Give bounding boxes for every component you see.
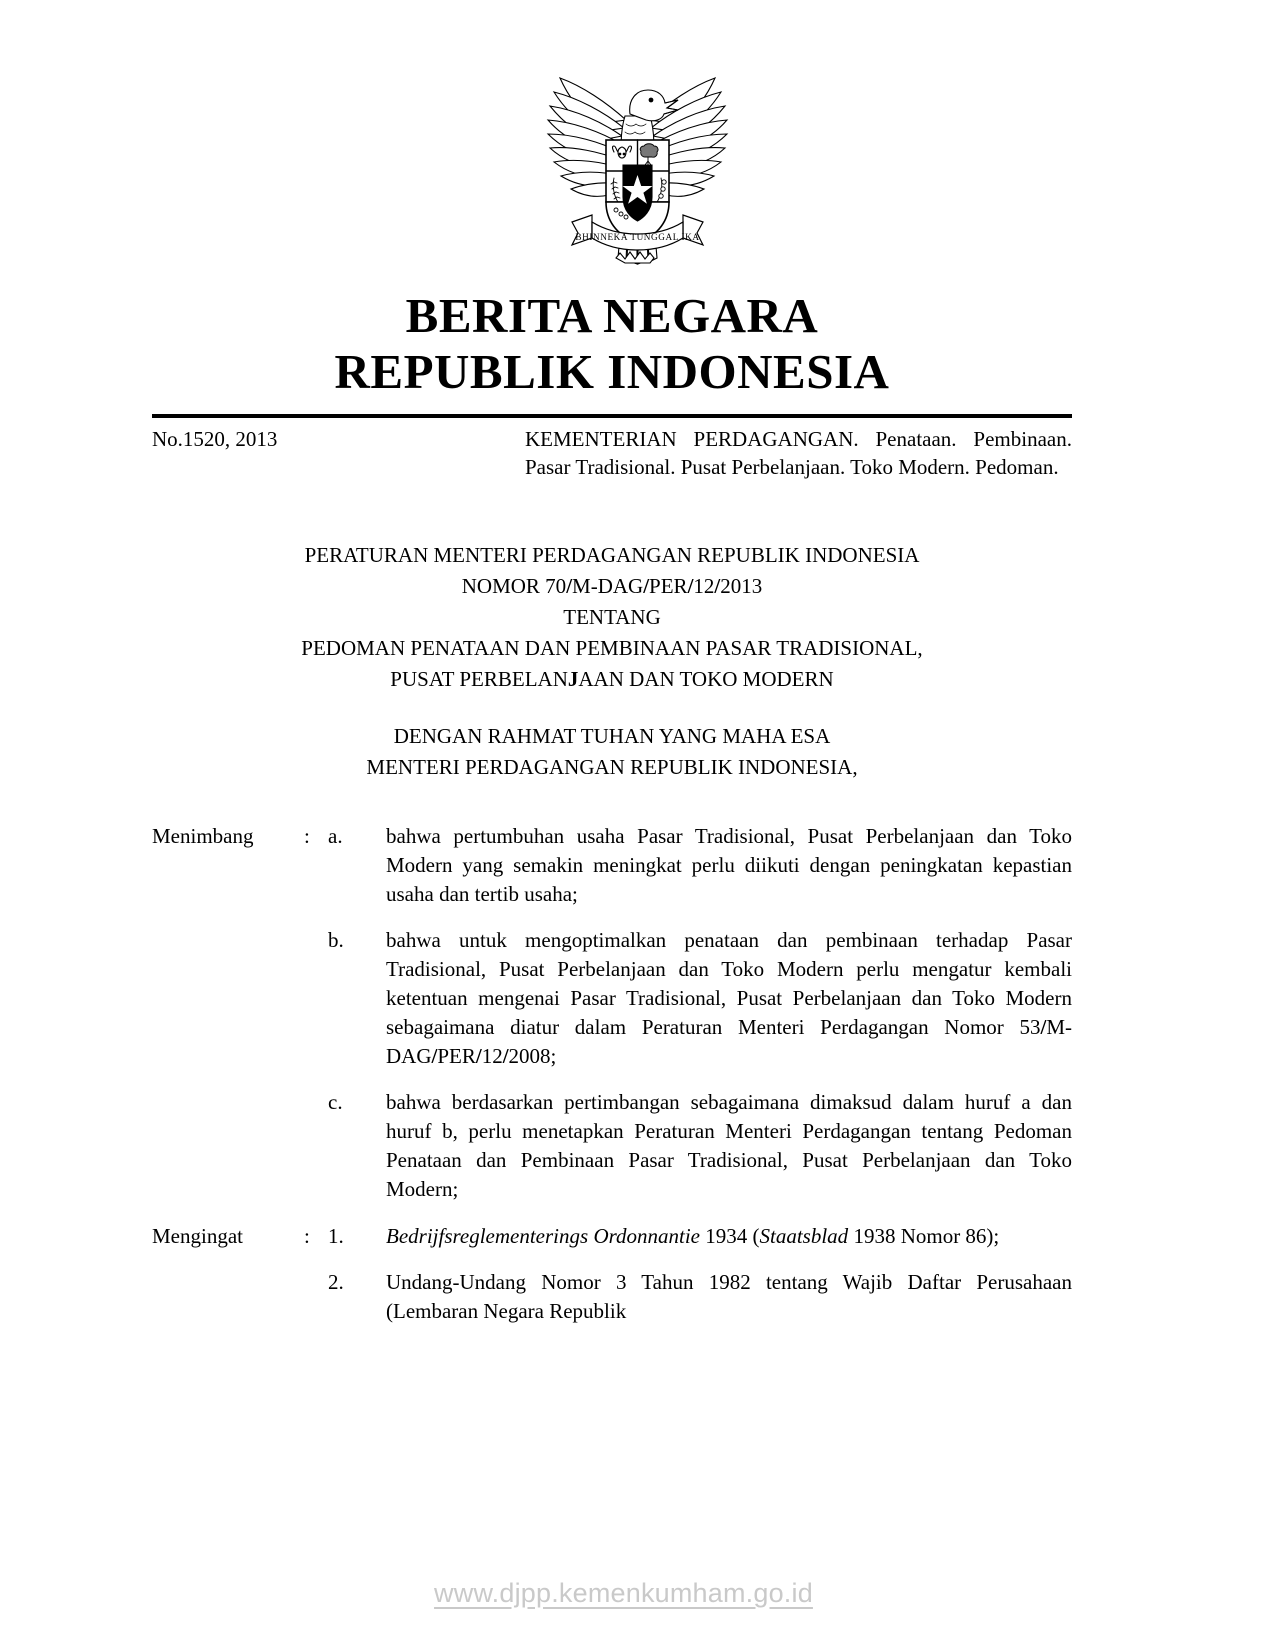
title-subject2-c: AAN DAN TOKO MODERN — [578, 667, 834, 691]
title-number-year: 2013 — [720, 574, 763, 598]
item-marker: a. — [328, 824, 343, 848]
legal-basis-items — [328, 1222, 1072, 1326]
item-text — [386, 926, 1072, 1071]
item-marker: 2. — [328, 1270, 344, 1294]
slash-4: / — [714, 574, 721, 598]
ref-code: M-DAG — [386, 1015, 1072, 1068]
slash-5: / — [1040, 1015, 1047, 1039]
title-line-invocation: DENGAN RAHMAT TUHAN YANG MAHA ESA — [393, 724, 831, 748]
item-text-main: bahwa untuk mengoptimalkan penataan dan pembinaan terhadap Pasar Tradisional, Pusat Perbelanjaan dan Toko Modern perlu mengatur kembali ketentuan mengenai Pasar Tradisional, Pusat Perbelanjaan dan Toko Modern sebagaimana diatur dalam Peraturan Menteri Perdagangan Nomor 53 — [386, 928, 1072, 1039]
masthead — [152, 288, 1072, 400]
paren-open: ( — [752, 1224, 760, 1248]
slash-1: / — [566, 574, 573, 598]
garuda-pancasila-emblem — [0, 62, 1275, 267]
title-subject2-j: J — [567, 667, 579, 691]
staatsblad-label: Staatsblad — [759, 1224, 849, 1248]
slash-6: / — [431, 1044, 438, 1068]
title-number-prefix: NOMOR 70 — [461, 574, 567, 598]
title-line-tentang: TENTANG — [563, 605, 661, 629]
subject-keywords: KEMENTERIAN PERDAGANGAN. Penataan. Pembinaan. Pasar Tradisional. Pusat Perbelanjaan. Toko Modern. Pedoman. — [525, 427, 1072, 479]
slash-2: / — [643, 574, 650, 598]
list-item — [328, 926, 1072, 1071]
staatsblad-rest: 1938 Nomor 86); — [848, 1224, 1000, 1248]
ordinance-name-1: Bedrijfsreglementerings — [386, 1224, 589, 1248]
source-url-text: www.djpp.kemenkumham.go.id — [434, 1578, 813, 1608]
legal-basis-colon: : — [304, 1224, 310, 1248]
considerations-group — [152, 822, 1072, 1204]
list-item — [328, 1088, 1072, 1204]
item-marker: 1. — [328, 1224, 344, 1248]
masthead-line-2: REPUBLIK INDONESIA — [334, 344, 890, 399]
item-text: Undang-Undang Nomor 3 Tahun 1982 tentang Wajib Daftar Perusahaan (Lembaran Negara Republik — [386, 1270, 1072, 1323]
item-marker: c. — [328, 1090, 343, 1114]
ordinance-year: 1934 — [705, 1224, 748, 1248]
considerations-label: Menimbang — [152, 824, 254, 848]
list-item — [328, 822, 1072, 909]
legal-basis-label: Mengingat — [152, 1224, 243, 1248]
legal-basis-group — [152, 1222, 1072, 1326]
masthead-line-1: BERITA NEGARA — [405, 288, 819, 343]
considerations-items — [328, 822, 1072, 1204]
title-subject2-a: PUSAT PERBELAN — [390, 667, 568, 691]
title-line-minister: MENTERI PERDAGANGAN REPUBLIK INDONESIA, — [366, 755, 858, 779]
slash-7: / — [475, 1044, 482, 1068]
title-line-subject-2 — [152, 664, 1072, 695]
gazette-number: No.1520, 2013 — [152, 427, 278, 451]
footer-watermark — [0, 1578, 1275, 1609]
ordinance-name-2: Ordonnantie — [593, 1224, 700, 1248]
slash-3: / — [687, 574, 694, 598]
title-line-authority: PERATURAN MENTERI PERDAGANGAN REPUBLIK INDONESIA — [304, 543, 920, 567]
title-spacer — [152, 695, 1072, 721]
item-text: bahwa pertumbuhan usaha Pasar Tradisional, Pusat Perbelanjaan dan Toko Modern yang semakin meningkat perlu diikuti dengan peningkatan kepastian usaha dan tertib usaha; — [386, 824, 1072, 906]
item-text — [386, 1222, 1072, 1251]
item-text: bahwa berdasarkan pertimbangan sebagaimana dimaksud dalam huruf a dan huruf b, perlu menetapkan Peraturan Menteri Perdagangan tentang Pedoman Penataan dan Pembinaan Pasar Tradisional, Pusat Perbelanjaan dan Toko Modern; — [386, 1090, 1072, 1201]
masthead-divider — [152, 414, 1072, 418]
ref-per: PER — [437, 1044, 476, 1068]
header-meta-row — [152, 425, 1072, 481]
item-marker: b. — [328, 928, 344, 952]
ref-month: 12 — [481, 1044, 503, 1068]
title-number-month: 12 — [693, 574, 715, 598]
regulation-title-block — [152, 540, 1072, 783]
clauses-section — [152, 822, 1072, 1326]
list-item — [328, 1222, 1072, 1251]
title-number-per: PER — [649, 574, 688, 598]
emblem-motto-text: BHINNEKA TUNGGAL IKA — [575, 232, 700, 242]
title-line-subject-1: PEDOMAN PENATAAN DAN PEMBINAAN PASAR TRADISIONAL, — [301, 636, 923, 660]
title-number-code: M-DAG — [572, 574, 644, 598]
ref-year: 2008; — [508, 1044, 557, 1068]
title-line-number — [152, 571, 1072, 602]
slash-8: / — [502, 1044, 509, 1068]
list-item — [328, 1268, 1072, 1326]
considerations-colon: : — [304, 824, 310, 848]
